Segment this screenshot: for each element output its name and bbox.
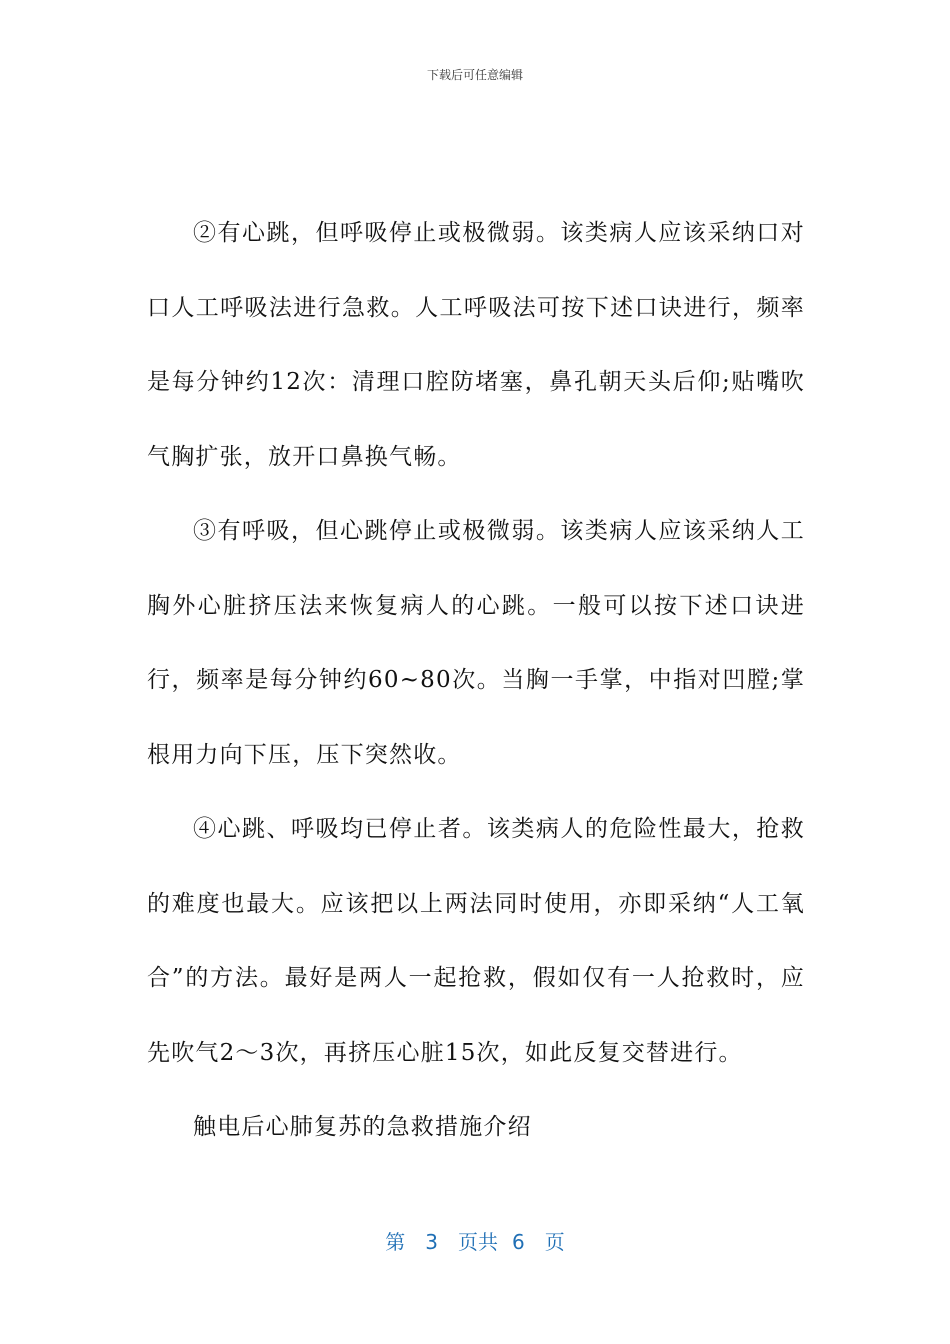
page-prefix: 第 — [385, 1230, 406, 1254]
paragraph: ④心跳、呼吸均已停止者。该类病人的危险性最大，抢救的难度也最大。应该把以上两法同时使用，亦即采纳“人工氧合”的方法。最好是两人一起抢救，假如仅有一人抢救时，应先吹气2～3次，再挤压心脏15次，如此反复交替进行。 — [147, 816, 805, 1066]
header-note: 下载后可任意编辑 — [426, 68, 523, 82]
paragraph: ②有心跳，但呼吸停止或极微弱。该类病人应该采纳口对口人工呼吸法进行急救。人工呼吸法可按下述口诀进行，频率是每分钟约12次：清理口腔防堵塞，鼻孔朝天头后仰;贴嘴吹气胸扩张，放开口鼻换气畅。 — [147, 220, 805, 470]
paragraph: ③有呼吸，但心跳停止或极微弱。该类病人应该采纳人工胸外心脏挤压法来恢复病人的心跳。一般可以按下述口诀进行，频率是每分钟约60~80次。当胸一手掌，中指对凹膛;掌根用力向下压，压下突然收。 — [147, 518, 805, 768]
page-suffix: 页 — [544, 1230, 565, 1254]
page-middle: 页共 — [458, 1230, 498, 1254]
total-pages: 6 — [512, 1230, 525, 1254]
current-page: 3 — [425, 1230, 438, 1254]
section-heading: 触电后心肺复苏的急救措施介绍 — [193, 1114, 532, 1140]
page-number-footer — [0, 1226, 950, 1255]
document-body — [147, 196, 805, 1165]
